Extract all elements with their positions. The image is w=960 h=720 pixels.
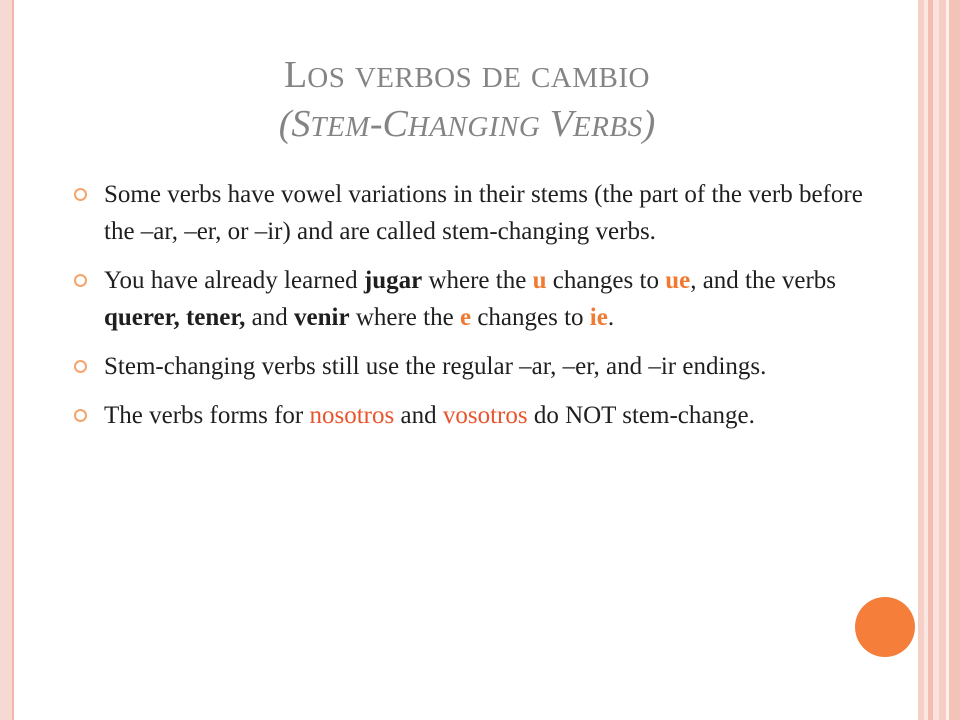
bullet-text	[104, 267, 836, 331]
bullet-item	[74, 262, 874, 336]
slide-title	[14, 52, 920, 150]
decorative-circle-icon	[855, 597, 915, 657]
title-hanging: HANGING	[407, 111, 541, 143]
title-line-1	[14, 52, 920, 101]
bullet-item	[74, 397, 874, 434]
vowel-ue: ue	[665, 267, 691, 294]
bullet-ring-icon	[74, 360, 87, 373]
title-os: OS	[307, 62, 346, 94]
text-run: changes to	[471, 304, 590, 331]
bullet-item	[74, 348, 874, 385]
text-run: where the	[349, 304, 460, 331]
bullet-ring-icon	[74, 188, 87, 201]
title-dash: -	[369, 103, 383, 145]
title-line-2	[14, 101, 920, 150]
title-close-paren: )	[642, 103, 656, 145]
vowel-u: u	[532, 267, 547, 294]
term-venir: venir	[294, 304, 350, 331]
text-run: changes to	[546, 267, 666, 294]
bullet-ring-icon	[74, 274, 87, 287]
term-jugar: jugar	[363, 267, 423, 294]
text-run: where the	[422, 267, 533, 294]
title-verbos: VERBOS	[354, 62, 473, 94]
title-tem: TEM	[310, 111, 370, 143]
text-run: You have already learned	[104, 267, 364, 294]
text-run: do NOT stem-change.	[527, 402, 755, 429]
text-run: The verbs forms for	[104, 402, 310, 429]
title-cambio: CAMBIO	[530, 62, 650, 94]
title-erbs: ERBS	[572, 111, 643, 143]
bullet-text	[104, 402, 755, 429]
title-de: DE	[481, 62, 522, 94]
bullet-item	[74, 176, 874, 250]
text-run: .	[607, 304, 615, 331]
bullet-list	[74, 176, 874, 446]
decorative-stripe	[949, 0, 960, 720]
text-run: , and the verbs	[690, 267, 836, 294]
bullet-ring-icon	[74, 409, 87, 422]
text-run: and	[394, 402, 443, 429]
title-initial-l: L	[284, 54, 308, 96]
term-querer-tener: querer, tener,	[104, 304, 246, 331]
vowel-e: e	[459, 304, 472, 331]
title-initial-v: V	[549, 103, 573, 145]
decorative-stripe	[939, 0, 946, 720]
term-vosotros: vosotros	[442, 402, 528, 429]
title-open-paren: (	[278, 103, 292, 145]
slide-panel	[12, 0, 920, 720]
title-initial-c: C	[382, 103, 408, 145]
bullet-text: Some verbs have vowel variations in their stems (the part of the verb before the –ar, –er, or –ir) and are called stem-changing verbs.	[104, 181, 863, 245]
vowel-ie: ie	[589, 304, 608, 331]
text-run: and	[245, 304, 295, 331]
term-nosotros: nosotros	[309, 402, 395, 429]
bullet-text: Stem-changing verbs still use the regular –ar, –er, and –ir endings.	[104, 353, 767, 380]
title-initial-s: S	[291, 103, 311, 145]
